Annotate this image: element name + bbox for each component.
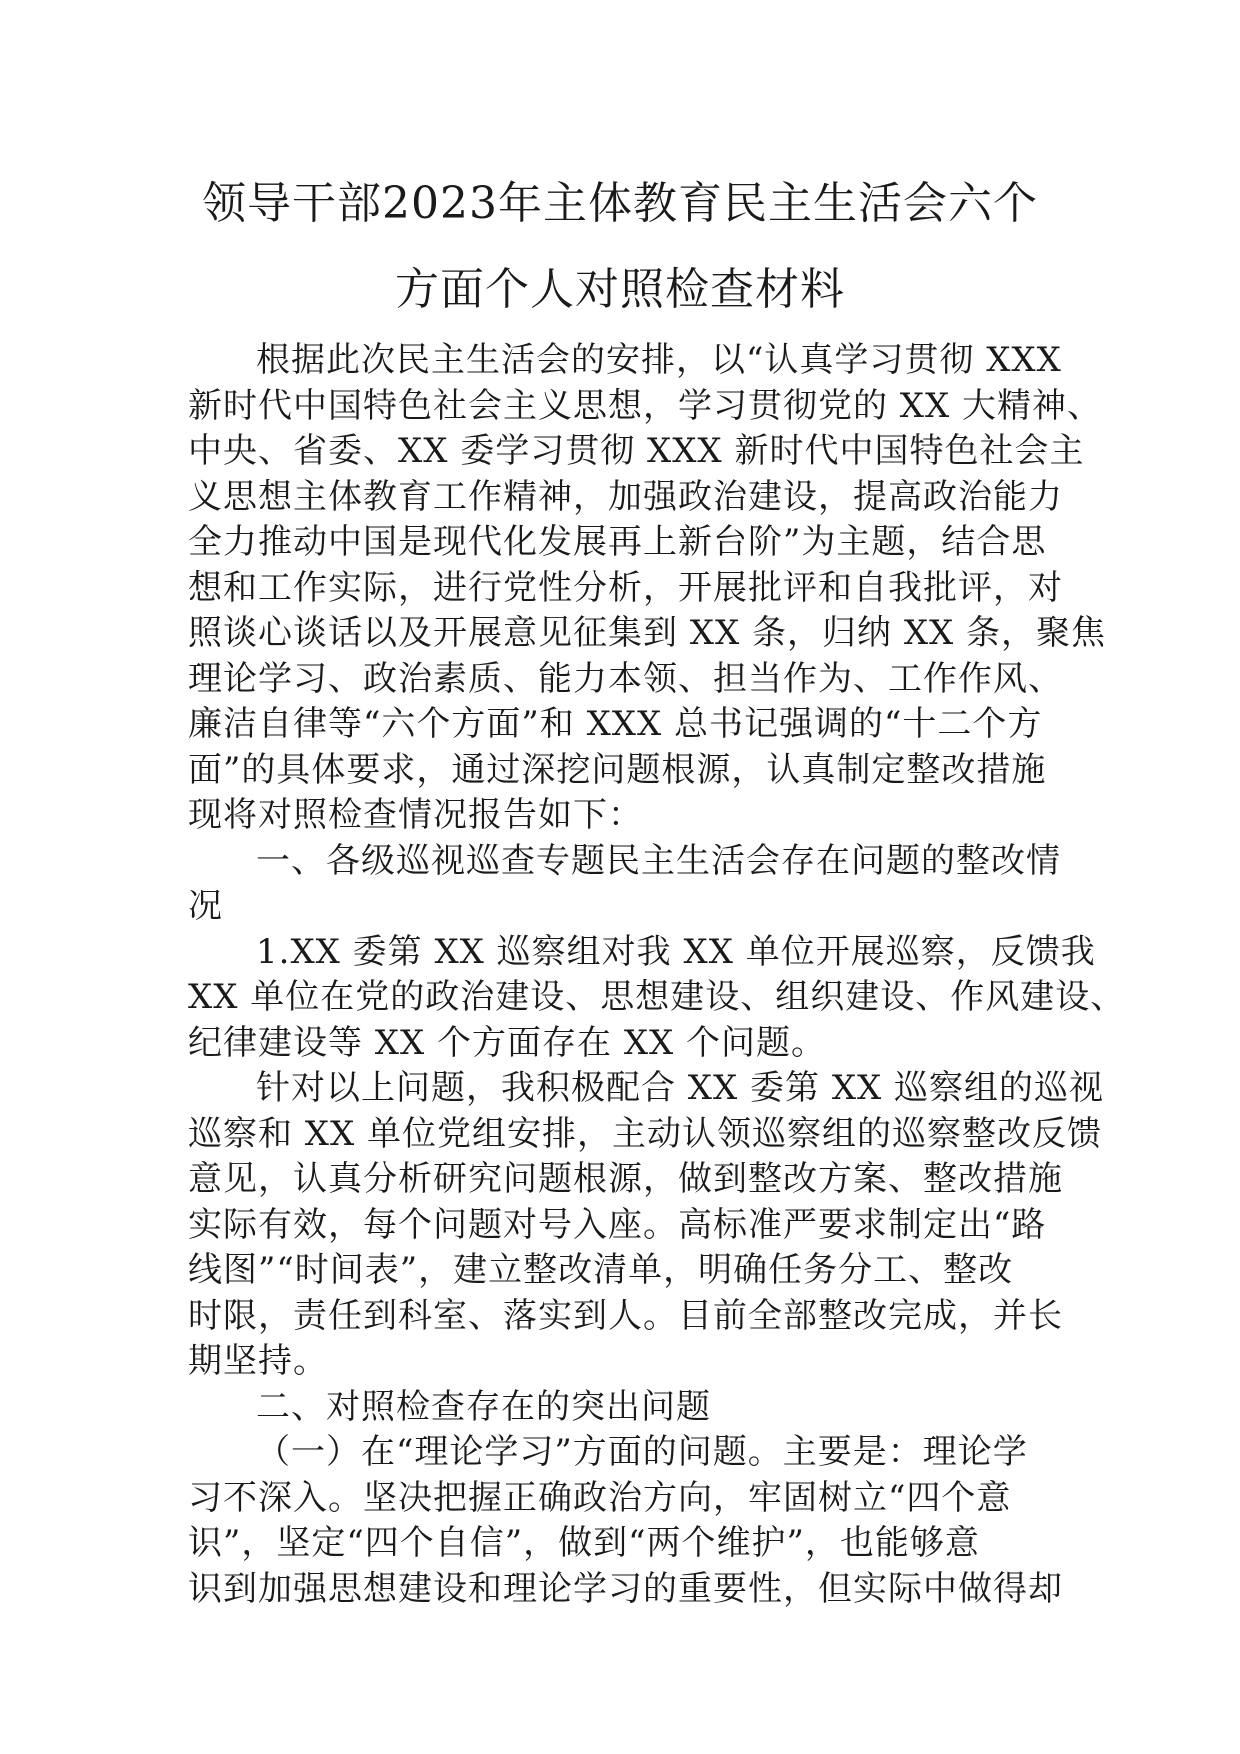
document-body: [188, 338, 1126, 1612]
body-text-line: （一）在“理论学习”方面的问题。主要是：理论学: [256, 1432, 1028, 1472]
body-text-line: 根据此次民主生活会的安排，以“认真学习贯彻 XXX: [256, 340, 1062, 380]
body-text-line: 照谈心谈话以及开展意见征集到 XX 条，归纳 XX 条，聚焦: [188, 613, 1107, 653]
body-text-line: 现将对照检查情况报告如下：: [188, 795, 643, 835]
body-text-line: 况: [188, 886, 223, 926]
body-text-line: 实际有效，每个问题对号入座。高标准严要求制定出“路: [188, 1204, 1047, 1245]
body-text-line: 二、对照检查存在的突出问题: [256, 1386, 711, 1427]
body-text-line: 想和工作实际，进行党性分析，开展批评和自我批评，对: [188, 567, 1063, 608]
body-text-line: 义思想主体教育工作精神，加强政治建设，提高政治能力: [188, 476, 1063, 517]
body-text-line: 廉洁自律等“六个方面”和 XXX 总书记强调的“十二个方: [188, 704, 1043, 744]
body-text-line: 识到加强思想建设和理论学习的重要性，但实际中做得却: [188, 1568, 1063, 1609]
body-text-line: 面”的具体要求，通过深挖问题根源，认真制定整改措施: [188, 749, 1047, 790]
body-text-line: XX 单位在党的政治建设、思想建设、组织建设、作风建设、: [188, 977, 1126, 1017]
body-text-line: 纪律建设等 XX 个方面存在 XX 个问题。: [188, 1022, 827, 1063]
body-text-line: 全力推动中国是现代化发展再上新台阶”为主题，结合思: [188, 522, 1047, 562]
body-text-line: 时限，责任到科室、落实到人。目前全部整改完成，并长: [188, 1295, 1063, 1336]
body-text-line: 1.XX 委第 XX 巡察组对我 XX 单位开展巡察，反馈我: [256, 931, 1096, 972]
body-text-line: 识”，坚定“四个自信”，做到“两个维护”，也能够意: [188, 1523, 980, 1563]
document-title-line-2: 方面个人对照检查材料: [395, 264, 845, 315]
body-text-line: 线图”“时间表”，建立整改清单，明确任务分工、整改: [188, 1250, 1014, 1290]
body-text-line: 中央、省委、XX 委学习贯彻 XXX 新时代中国特色社会主: [188, 431, 1085, 471]
body-text-line: 新时代中国特色社会主义思想，学习贯彻党的 XX 大精神、: [188, 385, 1103, 426]
body-text-line: 理论学习、政治素质、能力本领、担当作为、工作作风、: [188, 658, 1063, 699]
document-title-line-1: 领导干部2023年主体教育民主生活会六个: [202, 178, 1038, 229]
body-text-line: 针对以上问题，我积极配合 XX 委第 XX 巡察组的巡视: [256, 1068, 1105, 1108]
body-text-line: 习不深入。坚决把握正确政治方向，牢固树立“四个意: [188, 1477, 1012, 1518]
body-text-line: 期坚持。: [188, 1341, 328, 1381]
body-text-line: 意见，认真分析研究问题根源，做到整改方案、整改措施: [188, 1159, 1063, 1199]
body-text-line: 巡察和 XX 单位党组安排，主动认领巡察组的巡察整改反馈: [188, 1113, 1103, 1154]
body-text-line: 一、各级巡视巡查专题民主生活会存在问题的整改情: [256, 840, 1061, 881]
